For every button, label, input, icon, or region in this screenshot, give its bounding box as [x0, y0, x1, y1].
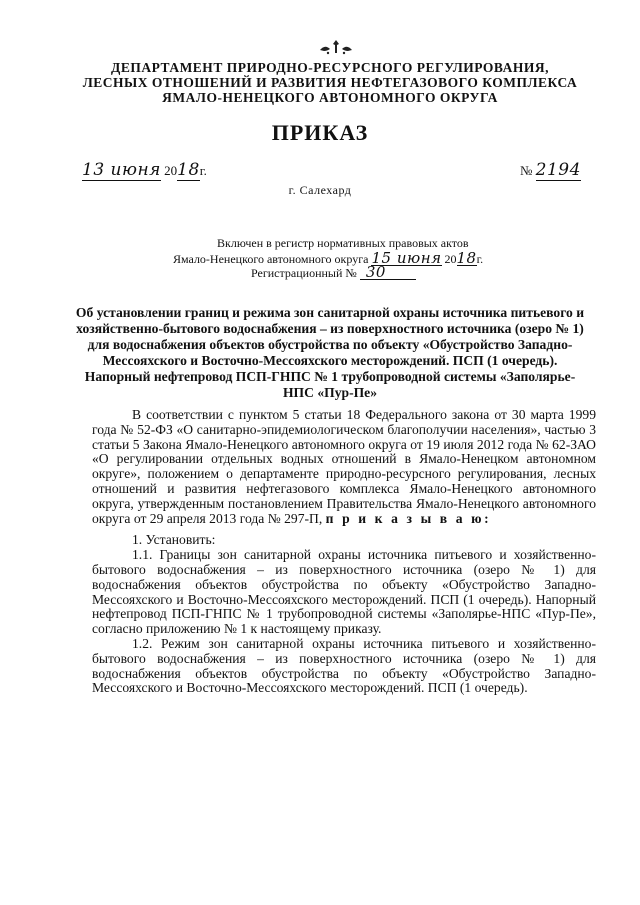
item-1-2: 1.2. Режим зон санитарной охраны источника питьевого и хозяйственно-бытового водоснабжения – из поверхностного источника (озеро № 1) для водоснабжения объектов обустройства по объекту «Обустройство Западно-Мессояхского и Восточно-Мессояхского месторождений. ПСП (1 очередь). — [92, 635, 596, 696]
order-year-handwritten: 18 — [177, 160, 200, 180]
order-number-label: № — [520, 163, 533, 178]
registration-number-handwritten: 30 — [360, 265, 416, 280]
registration-date-handwritten: 15 июня — [371, 249, 442, 267]
order-year-suffix: г. — [199, 163, 207, 178]
registration-line-3 — [251, 265, 416, 280]
registration-year-prefix: 20 — [444, 252, 457, 266]
registration-line-2 — [173, 251, 483, 266]
document-type-heading: ПРИКАЗ — [271, 120, 369, 145]
department-name-line-3: ЯМАЛО-НЕНЕЦКОГО АВТОНОМНОГО ОКРУГА — [162, 90, 498, 105]
order-word: п р и к а з ы в а ю: — [325, 510, 492, 526]
order-number — [520, 160, 581, 181]
order-year-prefix: 20 — [164, 163, 178, 178]
order-body — [92, 408, 596, 696]
registration-region: Ямало-Ненецкого автономного округа — [173, 252, 369, 266]
preamble-text: В соответствии с пунктом 5 статьи 18 Федерального закона от 30 марта 1999 года № 52-ФЗ «О санитарно-эпидемиологическом благополучии населения», частью 3 статьи 5 Закона Ямало-Ненецкого автономного округа от 19 июля 2012 года № 62-ЗАО «О регулировании отдельных водных отношений в Ямало-Ненецком автономном округе», положением о департаменте природно-ресурсного регулирования, лесных отношений и развития нефтегазового комплекса Ямало-Ненецкого автономного округа, утвержденным постановлением Правительства Ямало-Ненецкого автономного округа от 29 апреля 2013 года № 297-П, — [92, 407, 596, 526]
department-name — [60, 60, 600, 105]
order-date-handwritten: 13 июня — [82, 160, 161, 180]
item-1: 1. Установить: — [132, 532, 216, 548]
department-name-line-1: ДЕПАРТАМЕНТ ПРИРОДНО-РЕСУРСНОГО РЕГУЛИРОВАНИЯ, — [111, 60, 549, 75]
registration-year-handwritten: 18 — [456, 249, 477, 267]
order-title: Об установлении границ и режима зон санитарной охраны источника питьевого и хозяйственно-бытового водоснабжения – из поверхностного источника (озеро № 1) для водоснабжения объектов обустройства по объекту «Обустройство Западно-Мессояхского и Восточно-Мессояхского месторождений. ПСП (1 очередь). Напорный нефтепровод ПСП-ГНПС № 1 трубопроводной системы «Заполярье-НПС «Пур-Пе» — [75, 305, 585, 400]
coat-of-arms-emblem — [316, 38, 356, 58]
order-date — [82, 160, 207, 181]
registration-year-suffix: г. — [476, 252, 484, 266]
item-1-1: 1.1. Границы зон санитарной охраны источника питьевого и хозяйственно-бытового водоснабжения – из поверхностного источника (озеро № 1) для водоснабжения объектов обустройства по объекту «Обустройство Западно-Мессояхского и Восточно-Мессояхского месторождений. ПСП (1 очередь). Напорный нефтепровод ПСП-ГНПС № 1 трубопроводной системы «Заполярье-НПС «Пур-Пе», согласно приложению № 1 к настоящему приказу. — [92, 547, 596, 637]
preamble-paragraph — [92, 408, 596, 526]
department-name-line-2: ЛЕСНЫХ ОТНОШЕНИЙ И РАЗВИТИЯ НЕФТЕГАЗОВОГО КОМПЛЕКСА — [82, 75, 578, 90]
registration-line-1: Включен в регистр нормативных правовых актов — [217, 236, 469, 250]
registration-number-label: Регистрационный № — [251, 266, 357, 280]
city-of-issue: г. Салехард — [288, 183, 352, 197]
order-number-handwritten: 2194 — [535, 160, 581, 180]
